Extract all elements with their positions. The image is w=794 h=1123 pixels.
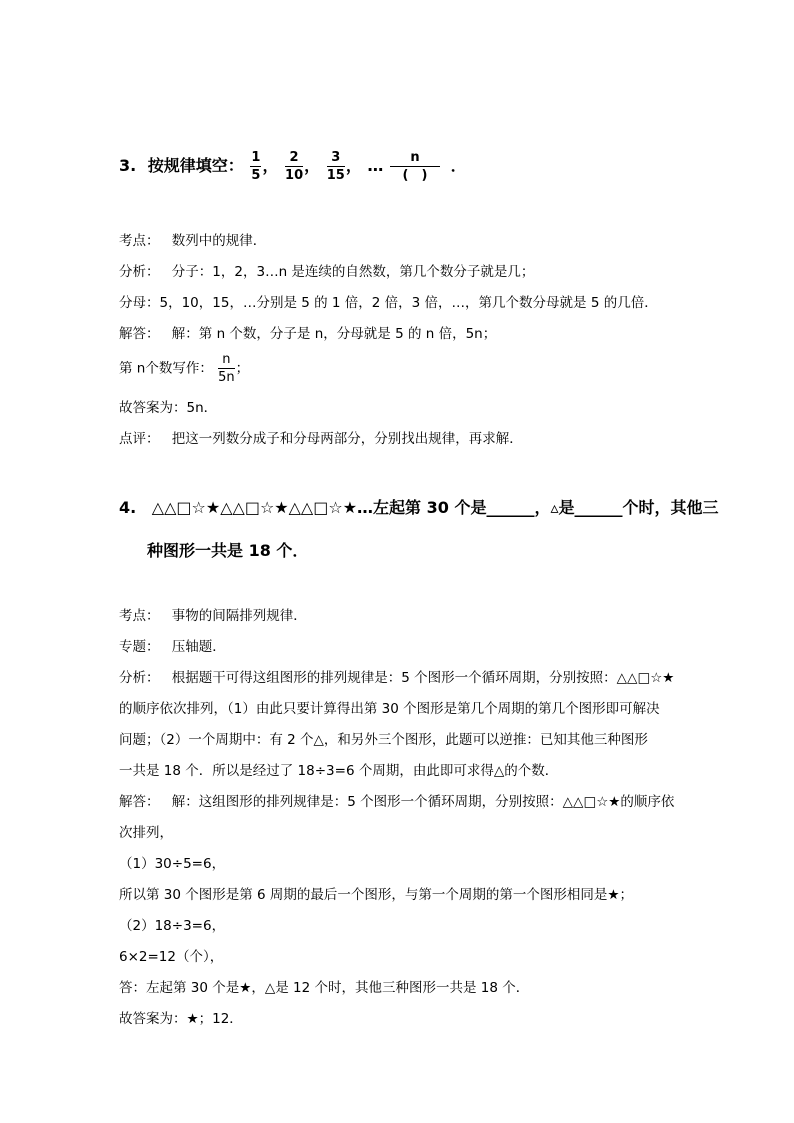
q4-step-2: （2）18÷3=6， bbox=[119, 918, 226, 934]
blank-fraction: $\frac{n}{( )}$ bbox=[390, 150, 440, 183]
question-number: 4. bbox=[119, 498, 137, 517]
question-prompt: 按规律填空： bbox=[147, 156, 244, 175]
fraction-3: $\frac{3}{15}$ bbox=[326, 150, 345, 183]
q3-fenxi-2: 分母：5，10，15，…分别是 5 的 1 倍，2 倍，3 倍，…，第几个数分母就是 5 的几倍． bbox=[119, 295, 658, 311]
q4-answer: 故答案为：★；12． bbox=[119, 1011, 243, 1027]
q4-fenxi: 分析： 根据题干可得这组图形的排列规律是：5 个图形一个循环周期，分别按照：△△□☆★ bbox=[119, 670, 675, 686]
question-number: 3. bbox=[119, 156, 137, 175]
q3-dianping: 点评： 把这一列数分成子和分母两部分，分别找出规律，再求解． bbox=[119, 431, 523, 447]
fraction-1: $\frac{1}{5}$ bbox=[251, 150, 261, 183]
q4-fenxi-2: 的顺序依次排列，（1）由此只要计算得出第 30 个图形是第几个周期的第几个图形即可解决 bbox=[119, 701, 660, 717]
q3-fenxi: 分析： 分子：1，2，3…n 是连续的自然数，第几个数分子就是几； bbox=[119, 264, 535, 280]
q4-fenxi-3: 问题；（2）一个周期中：有 2 个△，和另外三个图形，此题可以逆推：已知其他三种图形 bbox=[119, 732, 648, 748]
q3-kaodian: 考点： 数列中的规律． bbox=[119, 233, 267, 249]
q4-zhuanti: 专题： 压轴题． bbox=[119, 639, 226, 655]
q4-jieda-2: 次排列， bbox=[119, 825, 173, 841]
q3-jieda-2: 第 n个数写作： $\frac{n}{5n}$ ； bbox=[119, 352, 250, 385]
question-3-header: 3. 按规律填空： $\frac{1}{5}$ ， $\frac{2}{10}$ ， $\frac{3}{15}$ ， … $\frac{n}{( )}$ ． bbox=[119, 150, 467, 183]
q4-da: 答：左起第 30 个是★，△是 12 个时，其他三种图形一共是 18 个． bbox=[119, 980, 530, 996]
q3-jieda: 解答： 解：第 n 个数，分子是 n，分母就是 5 的 n 倍，5n； bbox=[119, 326, 497, 342]
q3-answer: 故答案为：5n． bbox=[119, 400, 218, 416]
q4-step-2-result: 6×2=12（个）， bbox=[119, 949, 224, 965]
q4-step-1-result: 所以第 30 个图形是第 6 周期的最后一个图形，与第一个周期的第一个图形相同是★； bbox=[119, 887, 634, 903]
answer-fraction: $\frac{n}{5n}$ bbox=[218, 352, 235, 385]
q4-kaodian: 考点： 事物的间隔排列规律． bbox=[119, 608, 307, 624]
ellipsis: … bbox=[367, 156, 384, 175]
q4-jieda: 解答： 解：这组图形的排列规律是：5 个图形一个循环周期，分别按照：△△□☆★的顺序依 bbox=[119, 794, 675, 810]
q4-step-1: （1）30÷5=6， bbox=[119, 856, 226, 872]
fraction-2: $\frac{2}{10}$ bbox=[285, 150, 304, 183]
q4-fenxi-4: 一共是 18 个．所以是经过了 18÷3=6 个周期，由此即可求得△的个数． bbox=[119, 763, 559, 779]
question-4-line-1: 4. △△□☆★△△□☆★△△□☆★…左起第 30 个是______，▵是______个时，其他三 bbox=[119, 498, 719, 517]
question-4-line-2: 种图形一共是 18 个． bbox=[147, 541, 309, 560]
